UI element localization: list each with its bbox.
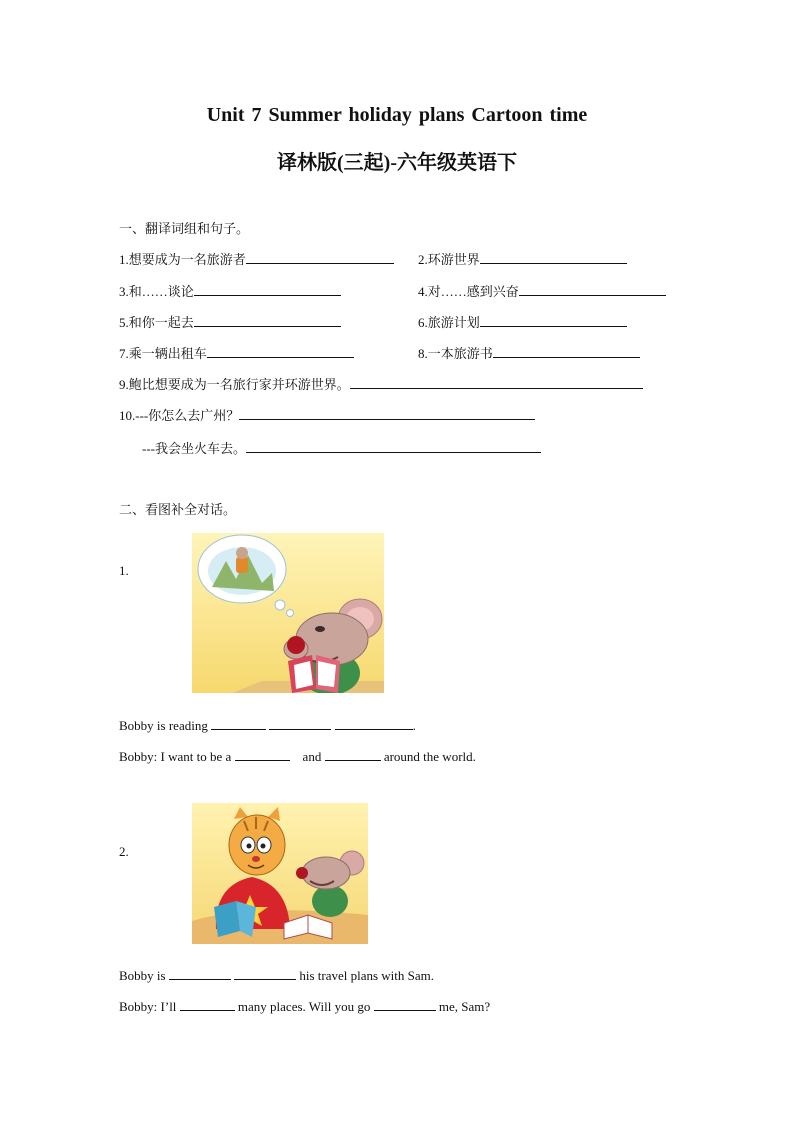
item-7-blank[interactable] bbox=[207, 345, 354, 358]
item-3 bbox=[119, 281, 341, 300]
q2-line2 bbox=[119, 998, 490, 1015]
q1-line2 bbox=[119, 748, 476, 765]
item-6 bbox=[418, 312, 627, 331]
item-4 bbox=[418, 281, 666, 300]
q2-line2-text-c: me, Sam? bbox=[438, 999, 491, 1014]
section2-heading: 二、看图补全对话。 bbox=[119, 502, 237, 517]
item-9 bbox=[119, 374, 643, 393]
q2-number: 2. bbox=[119, 844, 129, 859]
item-10-answer-label: ---我会坐火车去。 bbox=[142, 441, 246, 456]
q1-line2-text-a: Bobby: I want to be a bbox=[119, 749, 232, 764]
item-10-blank[interactable] bbox=[239, 407, 535, 420]
item-10 bbox=[119, 405, 535, 424]
q1-blank-3[interactable] bbox=[335, 717, 413, 730]
q1-blank-5[interactable] bbox=[325, 748, 381, 761]
q2-line1-text-b: his travel plans with Sam. bbox=[299, 968, 435, 983]
q2-line1 bbox=[119, 967, 434, 984]
q1-number: 1. bbox=[119, 563, 129, 578]
item-2-blank[interactable] bbox=[480, 251, 627, 264]
item-8-blank[interactable] bbox=[493, 345, 640, 358]
q1-blank-1[interactable] bbox=[211, 717, 266, 730]
item-7 bbox=[119, 343, 354, 362]
q2-line2-text-b: many places. Will you go bbox=[237, 999, 371, 1014]
item-4-blank[interactable] bbox=[519, 283, 666, 296]
item-1-blank[interactable] bbox=[246, 251, 394, 264]
item-2 bbox=[418, 249, 627, 268]
section1-heading: 一、翻译词组和句子。 bbox=[119, 221, 250, 236]
page-title: Unit 7 Summer holiday plans Cartoon time bbox=[206, 104, 588, 126]
q1-line1-text: Bobby is reading bbox=[119, 718, 208, 733]
q1-blank-4[interactable] bbox=[235, 748, 290, 761]
item-7-label: 7.乘一辆出租车 bbox=[119, 346, 207, 361]
page-subtitle: 译林版(三起)-六年级英语下 bbox=[277, 152, 517, 174]
item-4-label: 4.对……感到兴奋 bbox=[418, 284, 519, 299]
item-10-answer-blank[interactable] bbox=[246, 440, 541, 453]
item-6-label: 6.旅游计划 bbox=[418, 315, 480, 330]
item-1-label: 1.想要成为一名旅游者 bbox=[119, 252, 246, 267]
item-8 bbox=[418, 343, 640, 362]
q1-line2-text-c: around the world. bbox=[383, 749, 476, 764]
item-9-blank[interactable] bbox=[350, 376, 643, 389]
q2-blank-4[interactable] bbox=[374, 998, 436, 1011]
item-3-blank[interactable] bbox=[194, 283, 341, 296]
item-5 bbox=[119, 312, 341, 331]
item-5-blank[interactable] bbox=[194, 314, 341, 327]
q1-line1 bbox=[119, 717, 416, 734]
item-3-label: 3.和……谈论 bbox=[119, 284, 194, 299]
q1-line1-end: . bbox=[412, 718, 416, 733]
q2-blank-2[interactable] bbox=[234, 967, 296, 980]
item-10-answer bbox=[142, 438, 541, 457]
item-10-label: 10.---你怎么去广州？ bbox=[119, 408, 240, 423]
q2-blank-3[interactable] bbox=[180, 998, 235, 1011]
bobby-and-sam-illustration bbox=[192, 803, 368, 944]
item-6-blank[interactable] bbox=[480, 314, 627, 327]
item-1 bbox=[119, 249, 394, 268]
q1-line2-text-b: and bbox=[302, 749, 322, 764]
item-5-label: 5.和你一起去 bbox=[119, 315, 194, 330]
q2-line2-text-a: Bobby: I’ll bbox=[119, 999, 177, 1014]
item-9-label: 9.鲍比想要成为一名旅行家并环游世界。 bbox=[119, 377, 350, 392]
q2-line1-text-a: Bobby is bbox=[119, 968, 166, 983]
bobby-reading-illustration bbox=[192, 533, 384, 693]
item-2-label: 2.环游世界 bbox=[418, 252, 480, 267]
q1-blank-2[interactable] bbox=[269, 717, 331, 730]
item-8-label: 8.一本旅游书 bbox=[418, 346, 493, 361]
q2-blank-1[interactable] bbox=[169, 967, 231, 980]
